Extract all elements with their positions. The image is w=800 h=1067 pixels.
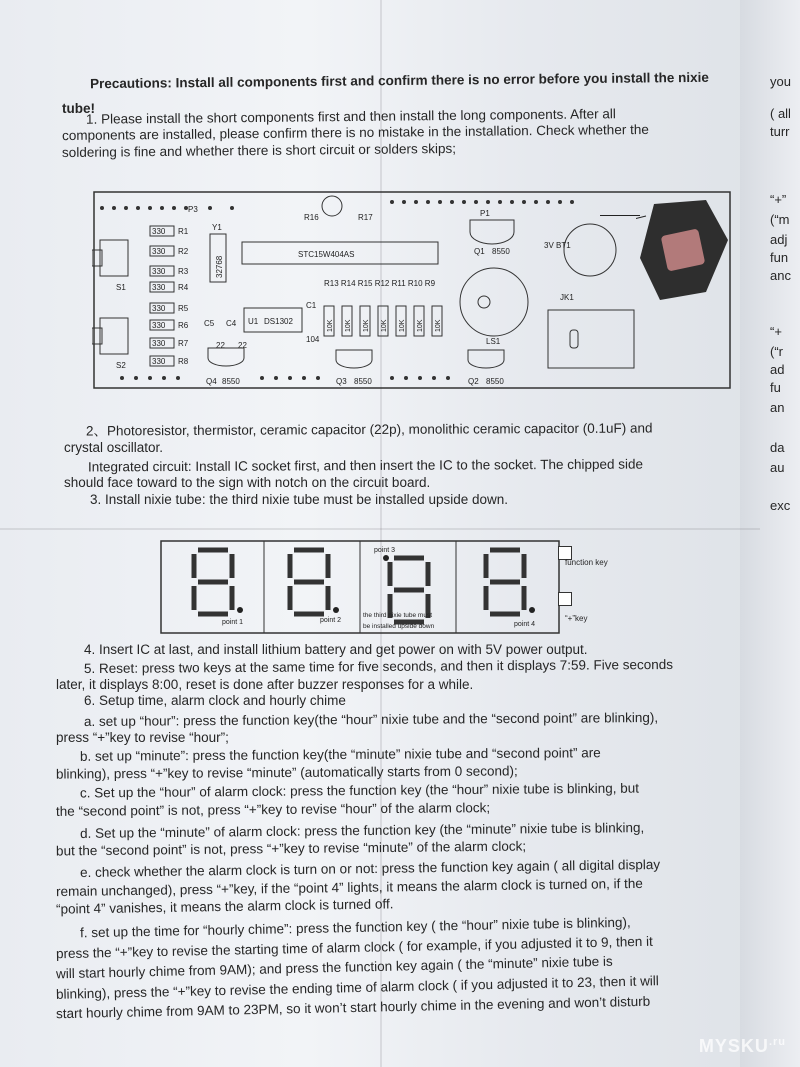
side-text-5: (“m: [770, 212, 790, 227]
side-text-12: fu: [770, 380, 781, 395]
side-text-6: adj: [770, 232, 788, 247]
paper-fold-horizontal: [0, 528, 760, 530]
watermark: [699, 1036, 786, 1057]
label-10k-1: 10K: [327, 319, 334, 332]
step1-line1: 1. Please install the short components first and then install the long components. After all: [85, 106, 616, 127]
label-330-1: 330: [152, 227, 166, 236]
label-p1: P1: [480, 209, 490, 218]
body-line-7: b. set up “minute”: press the function key(the “minute” nixie tube and “second point” are: [79, 745, 601, 764]
plus-key-label: “+”key: [565, 614, 588, 623]
body-line-14: remain unchanged), press “+”key, if the “point 4” lights, it means the alarm clock is turned on, if the: [55, 875, 643, 900]
label-c4: C4: [226, 319, 237, 328]
label-chip: STC15W404AS: [298, 250, 355, 259]
label-r4: R4: [178, 283, 189, 292]
precautions-heading-cont: tube!: [62, 101, 95, 116]
label-q2: Q2: [468, 377, 479, 386]
function-key-label: function key: [565, 558, 608, 567]
label-r1: R1: [178, 227, 189, 236]
second-sheet-edge: [740, 0, 800, 1067]
step2-line4: should face toward to the sign with notch on the circuit board.: [64, 475, 431, 490]
label-resistor-row: R13 R14 R15 R12 R11 R10 R9: [324, 279, 436, 288]
label-r8: R8: [178, 357, 189, 366]
label-10k-3: 10K: [363, 319, 370, 332]
label-s1: S1: [116, 283, 126, 292]
callout-line: [600, 215, 640, 216]
label-upside-line1: the third nixie tube must: [363, 612, 433, 619]
label-ds1302: DS1302: [264, 317, 293, 326]
step2-line1: 2、Photoresistor, thermistor, ceramic capacitor (22p), monolithic ceramic capacitor (0.1uF) and: [85, 420, 653, 439]
label-330-2: 330: [152, 247, 166, 256]
label-p3: P3: [188, 205, 198, 214]
body-line-6: press “+”key to revise “hour”;: [56, 730, 229, 745]
body-line-1: 4. Insert IC at last, and install lithium battery and get power on with 5V power output.: [84, 642, 588, 657]
label-10k-7: 10K: [435, 319, 442, 332]
side-text-14: da: [770, 440, 785, 455]
label-330-5: 330: [152, 304, 166, 313]
label-c22b: 22: [238, 341, 247, 350]
label-r17: R17: [358, 213, 373, 222]
label-q4: Q4: [206, 377, 217, 386]
body-line-9: c. Set up the “hour” of alarm clock: press the function key (the “hour” nixie tube is blinking, but: [79, 780, 640, 801]
side-text-11: ad: [770, 362, 785, 377]
body-line-12: but the “second point” is not, press “+”key to revise “minute” of the alarm clock;: [55, 838, 527, 859]
label-upside-line2: be installed upside down: [363, 623, 435, 630]
label-c22a: 22: [216, 341, 225, 350]
label-q1: Q1: [474, 247, 485, 256]
side-text-15: au: [770, 460, 785, 475]
label-330-4: 330: [152, 283, 166, 292]
label-c1: C1: [306, 301, 317, 310]
label-q1-value: 8550: [492, 247, 510, 256]
step3: 3. Install nixie tube: the third nixie tube must be installed upside down.: [90, 492, 508, 507]
body-line-3: later, it displays 8:00, reset is done after buzzer responses for a while.: [56, 677, 474, 692]
body-line-2: 5. Reset: press two keys at the same time for five seconds, and then it displays 7:59. Five seconds: [83, 656, 674, 677]
label-r6: R6: [178, 321, 189, 330]
label-r7: R7: [178, 339, 189, 348]
watermark-tld: .ru: [768, 1036, 786, 1048]
label-bt1: 3V BT1: [544, 241, 571, 250]
body-line-8: blinking), press “+”key to revise “minute” (automatically starts from 0 second);: [55, 763, 518, 782]
label-point1: point 1: [222, 619, 244, 626]
step1-line3: soldering is fine and whether there is short circuit or solders skips;: [61, 140, 457, 161]
side-text-10: (“r: [770, 344, 783, 359]
label-q2-value: 8550: [486, 377, 504, 386]
side-text-7: fun: [770, 250, 789, 265]
label-jk1: JK1: [560, 293, 574, 302]
label-crystal: 32768: [215, 255, 224, 278]
label-c1-value: 104: [306, 335, 320, 344]
watermark-text: MYSKU: [698, 1036, 769, 1056]
label-point4: point 4: [514, 621, 536, 628]
body-line-5: a. set up “hour”: press the function key(the “hour” nixie tube and the “second point” are blinking),: [83, 709, 659, 730]
label-y1: Y1: [212, 223, 222, 232]
side-text-3: turr: [770, 124, 790, 139]
label-r3: R3: [178, 267, 189, 276]
body-line-17: press the “+”key to revise the starting time of alarm clock ( for example, if you adjusted it to 9, then it: [55, 933, 653, 962]
label-330-7: 330: [152, 339, 166, 348]
label-q3-value: 8550: [354, 377, 372, 386]
body-line-10: the “second point” is not, press “+”key to revise “hour” of the alarm clock;: [55, 800, 491, 819]
step1-line2: components are installed, please confirm there is no mistake in the installation. Check whether the: [61, 121, 649, 144]
body-line-18: will start hourly chime from 9AM); and press the function key again ( the “minute” nixie tube is: [55, 953, 613, 982]
label-10k-6: 10K: [417, 319, 424, 332]
body-line-20: start hourly chime from 9AM to 23PM, so it won’t start hourly chime in the evening and won’t disturb: [55, 993, 651, 1022]
side-text-2: ( all: [770, 106, 791, 121]
label-point2: point 2: [320, 617, 342, 624]
side-text-13: an: [770, 400, 785, 415]
label-c5: C5: [204, 319, 215, 328]
battery-holder-photo: [636, 196, 732, 306]
side-text-9: “+: [770, 324, 782, 339]
label-ls1: LS1: [486, 337, 501, 346]
label-330-8: 330: [152, 357, 166, 366]
label-r16: R16: [304, 213, 319, 222]
label-10k-5: 10K: [399, 319, 406, 332]
precautions-heading: Precautions: Install all components first and confirm there is no error before you install the nixie: [89, 69, 709, 92]
label-330-6: 330: [152, 321, 166, 330]
body-line-19: blinking), press the “+”key to revise the ending time of alarm clock ( if you adjusted it to 23, then it will: [55, 973, 659, 1002]
label-330-3: 330: [152, 267, 166, 276]
body-line-16: f. set up the time for “hourly chime”: press the function key ( the “hour” nixie tube is blinking),: [79, 914, 631, 941]
step2-line3: Integrated circuit: Install IC socket first, and then insert the IC to the socket. The chipped side: [87, 456, 644, 475]
label-10k-2: 10K: [345, 319, 352, 332]
label-u1: U1: [248, 317, 259, 326]
plus-key-button: [558, 592, 572, 606]
step2-line2: crystal oscillator.: [64, 440, 164, 455]
body-line-15: “point 4” vanishes, it means the alarm clock is turned off.: [55, 896, 394, 917]
side-text-1: you: [770, 74, 791, 89]
side-text-8: anc: [770, 268, 791, 283]
label-point3: point 3: [374, 547, 396, 554]
label-q3: Q3: [336, 377, 347, 386]
label-r2: R2: [178, 247, 189, 256]
label-10k-4: 10K: [381, 319, 388, 332]
body-line-4: 6. Setup time, alarm clock and hourly chime: [84, 693, 346, 708]
label-s2: S2: [116, 361, 126, 370]
body-line-13: e. check whether the alarm clock is turn on or not: press the function key again ( all digital display: [79, 856, 661, 881]
label-r5: R5: [178, 304, 189, 313]
label-q4-value: 8550: [222, 377, 240, 386]
side-text-4: “+”: [770, 192, 787, 207]
body-line-11: d. Set up the “minute” of alarm clock: press the function key (the “minute” nixie tube is blinking,: [79, 820, 645, 841]
side-text-16: exc: [770, 498, 791, 513]
nixie-display-diagram: [160, 540, 560, 634]
